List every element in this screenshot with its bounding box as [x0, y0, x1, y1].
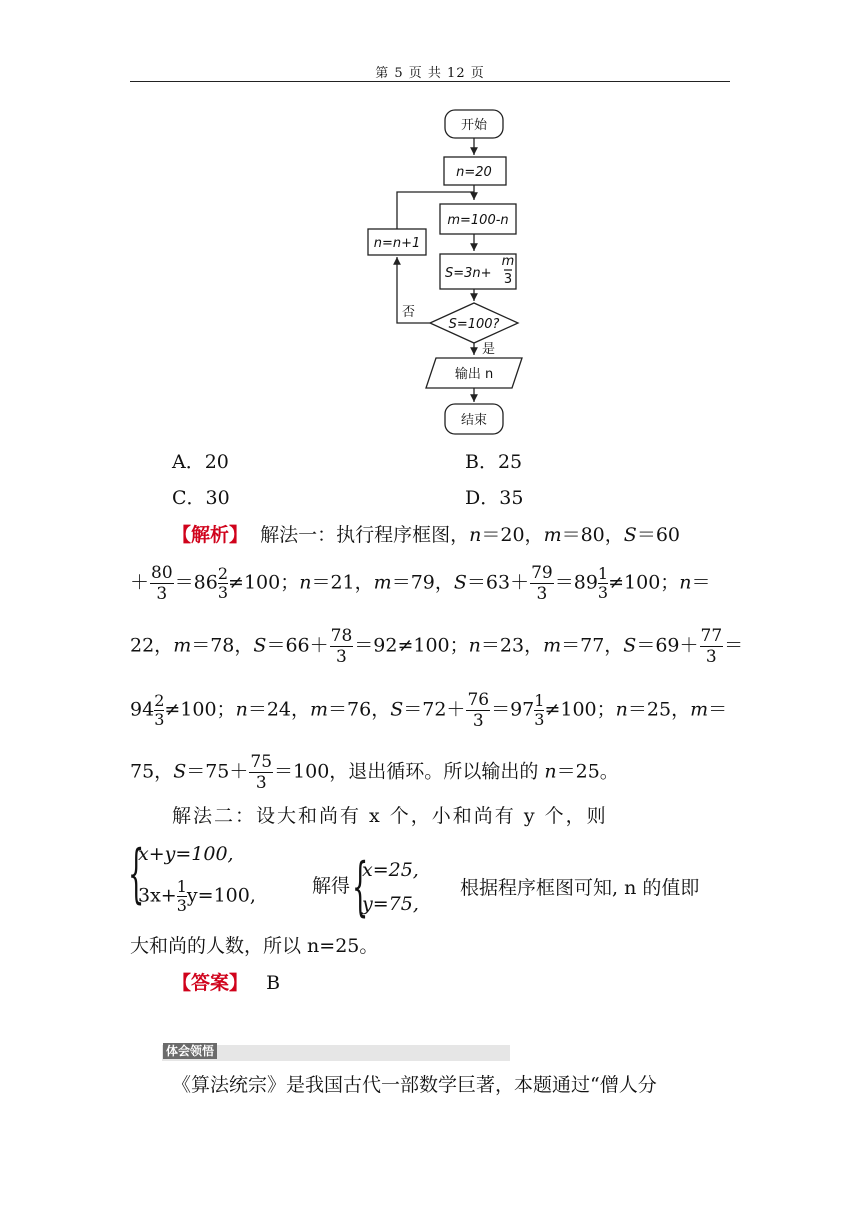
init-label: n=20 [456, 165, 492, 180]
option-b: B．25 [465, 451, 523, 473]
answer-tag: 【答案】 [172, 972, 249, 994]
system1-eq1: x+y=100, [138, 843, 234, 865]
m-label: m=100-n [447, 213, 509, 228]
solve-word: 解得 [312, 875, 351, 897]
method2-intro: 解法二：设大和尚有 x 个，小和尚有 y 个，则 [172, 805, 608, 827]
analysis-line-4: 94 $\frac{2}{3}$ ≠100；n＝24，m＝76，S＝72＋ $\frac{76}{3}$ ＝97 $\frac{1}{3}$ ≠100；n＝25，m＝ [130, 690, 728, 731]
analysis-tag: 【解析】 [172, 524, 249, 546]
system2-eq1: x=25, [362, 859, 419, 881]
answer-value: B [266, 972, 281, 994]
end-label: 结束 [460, 413, 488, 428]
yes-label: 是 [482, 342, 496, 357]
decision-label: S=100? [448, 317, 500, 332]
s-den-label: 3 [503, 272, 513, 287]
analysis-line-2: ＋ $\frac{80}{3}$ ＝86 $\frac{2}{3}$ ≠100；n＝21，m＝79，S＝63＋ $\frac{79}{3}$ ＝89 $\frac{1}{3}$ ≠100；n＝ [130, 563, 711, 604]
brace-2: { [352, 850, 369, 924]
answer-line [172, 971, 280, 995]
flowchart [360, 102, 560, 442]
analysis-line-5: 75，S＝75＋ $\frac{75}{3}$ ＝100，退出循环。所以输出的 n＝25。 [130, 752, 619, 793]
start-label: 开始 [460, 118, 488, 133]
reflection-label: 体会领悟 [163, 1043, 217, 1059]
option-c: C．30 [172, 487, 230, 509]
system2-eq2: y=75, [362, 893, 419, 915]
conclusion-b: 大和尚的人数，所以 n=25。 [130, 935, 379, 957]
system1-eq2: 3x+ $\frac{1}{3}$ y=100, [138, 877, 256, 915]
header-rule [130, 81, 730, 82]
analysis-line-1: 【解析】 解法一：执行程序框图，n＝20，m＝80，S＝60 [172, 524, 680, 546]
option-d: D．35 [465, 487, 524, 509]
output-label: 输出 n [454, 367, 494, 382]
conclusion-a: 根据程序框图可知, n 的值即 [460, 877, 700, 899]
brace-1: { [128, 837, 145, 911]
page-header: 第 5 页 共 12 页 [375, 66, 485, 81]
s-prefix-label: S=3n+ [445, 266, 492, 281]
analysis-line-3: 22，m＝78，S＝66＋ $\frac{78}{3}$ ＝92≠100；n＝23，m＝77，S＝69＋ $\frac{77}{3}$ ＝ [130, 626, 744, 667]
increment-label: n=n+1 [373, 236, 421, 251]
s-num-label: m [501, 254, 515, 269]
reflection-text: 《算法统宗》是我国古代一部数学巨著，本题通过“僧人分 [172, 1074, 657, 1096]
no-label: 否 [402, 305, 416, 320]
option-a: A．20 [172, 451, 229, 473]
